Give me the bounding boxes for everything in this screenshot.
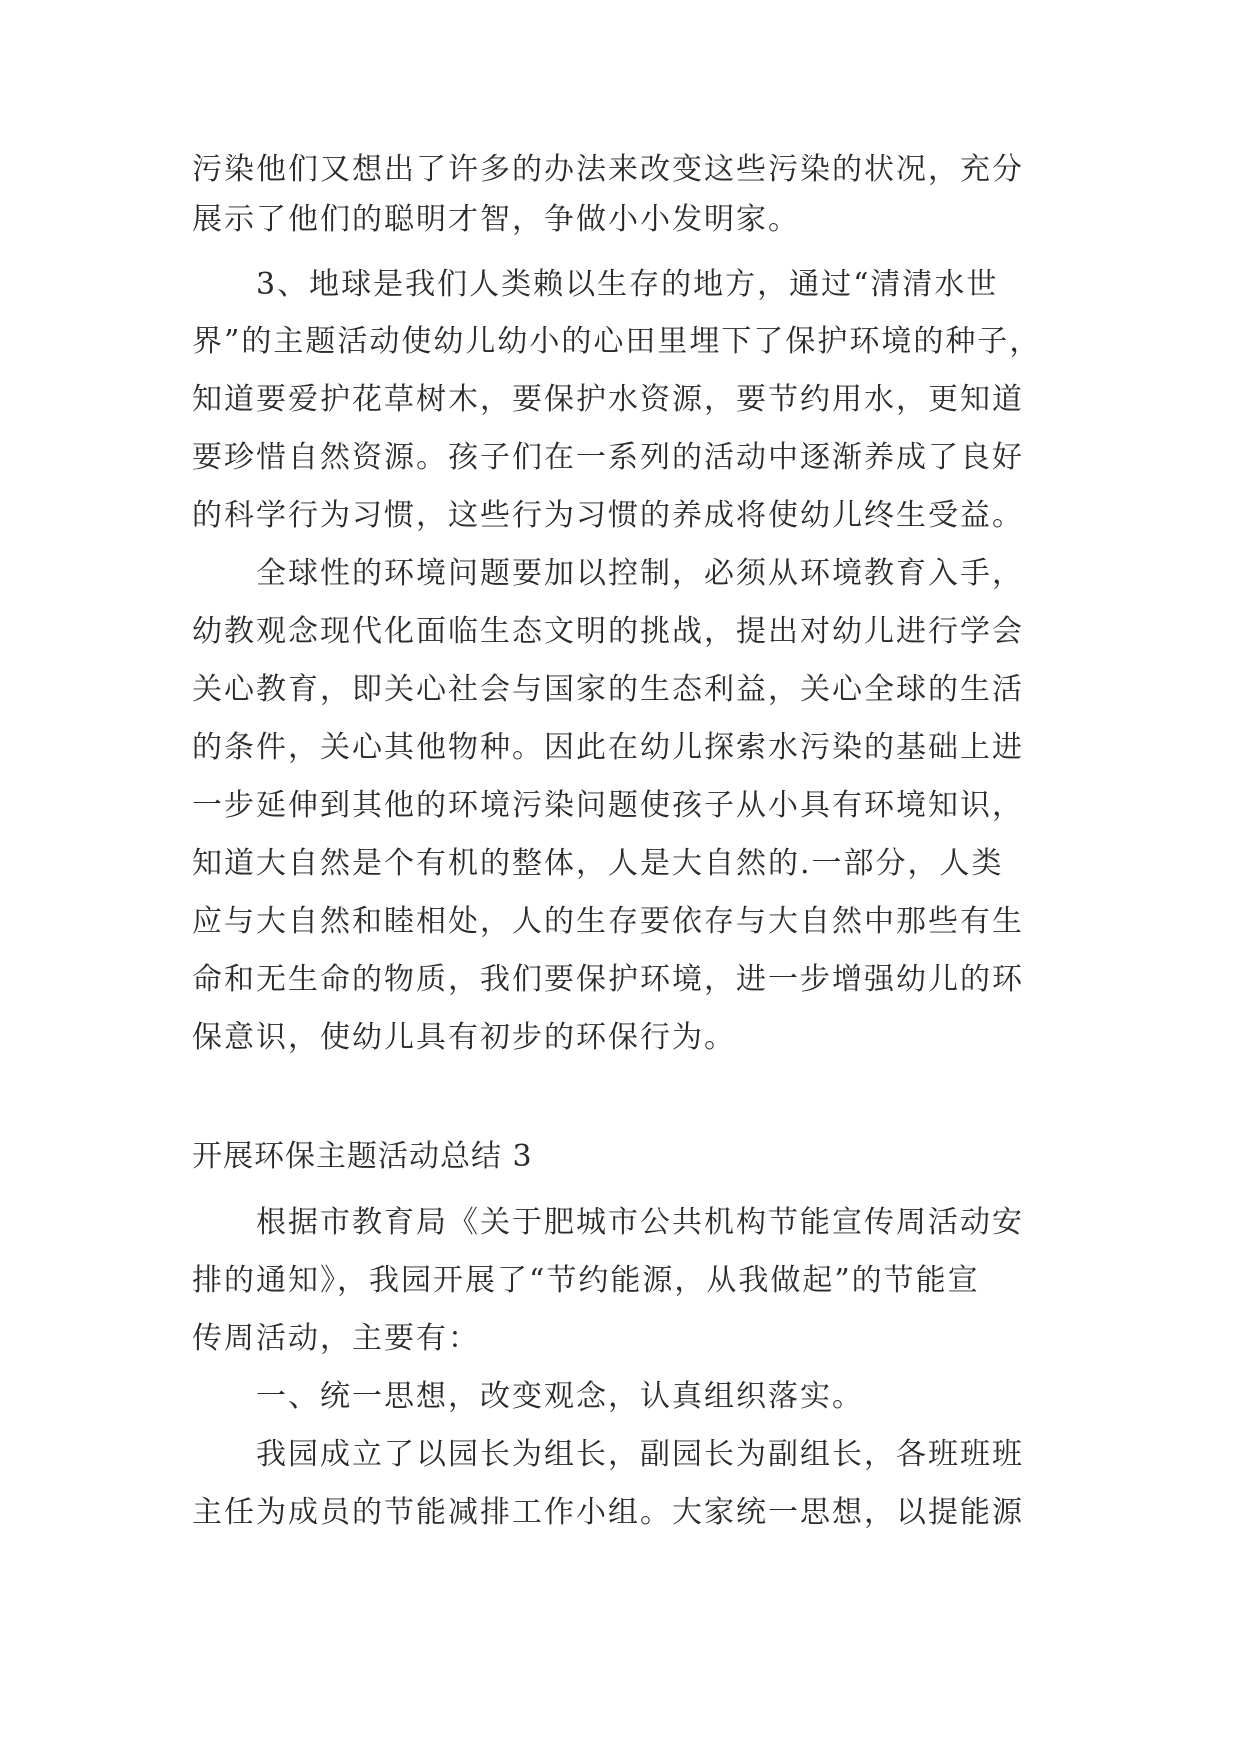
text-line: 我园成立了以园长为组长，副园长为副组长，各班班班: [256, 1437, 1024, 1472]
text-line: 应与大自然和睦相处，人的生存要依存与大自然中那些有生: [192, 904, 1024, 939]
text-line: 知道大自然是个有机的整体，人是大自然的.一部分，人类: [192, 846, 1004, 881]
text-line: 传周活动，主要有：: [192, 1321, 480, 1356]
text-line: 关心教育，即关心社会与国家的生态利益，关心全球的生活: [192, 672, 1024, 707]
text-line: 的条件，关心其他物种。因此在幼儿探索水污染的基础上进: [192, 730, 1024, 765]
text-line: 的科学行为习惯，这些行为习惯的养成将使幼儿终生受益。: [192, 498, 1024, 533]
text-line: 3、地球是我们人类赖以生存的地方，通过“清清水世: [256, 267, 999, 302]
text-line: 全球性的环境问题要加以控制，必须从环境教育入手，: [256, 556, 1024, 591]
text-line: 污染他们又想出了许多的办法来改变这些污染的状况，充分: [192, 152, 1024, 187]
text-line: 一步延伸到其他的环境污染问题使孩子从小具有环境知识，: [192, 788, 1024, 823]
section-heading: 开展环保主题活动总结 3: [192, 1139, 533, 1174]
text-line: 展示了他们的聪明才智，争做小小发明家。: [192, 202, 800, 237]
text-line: 幼教观念现代化面临生态文明的挑战，提出对幼儿进行学会: [192, 614, 1024, 649]
text-line: 知道要爱护花草树木，要保护水资源，要节约用水，更知道: [192, 382, 1024, 417]
text-line: 命和无生命的物质，我们要保护环境，进一步增强幼儿的环: [192, 962, 1024, 997]
text-line: 要珍惜自然资源。孩子们在一系列的活动中逐渐养成了良好: [192, 440, 1024, 475]
text-line: 主任为成员的节能减排工作小组。大家统一思想，以提能源: [192, 1495, 1024, 1530]
text-line: 根据市教育局《关于肥城市公共机构节能宣传周活动安: [256, 1205, 1024, 1240]
text-line: 界”的主题活动使幼儿幼小的心田里埋下了保护环境的种子，: [192, 324, 1042, 359]
text-line: 排的通知》，我园开展了“节约能源，从我做起”的节能宣: [192, 1263, 980, 1298]
text-line: 保意识，使幼儿具有初步的环保行为。: [192, 1020, 736, 1055]
text-line: 一、统一思想，改变观念，认真组织落实。: [256, 1379, 864, 1414]
